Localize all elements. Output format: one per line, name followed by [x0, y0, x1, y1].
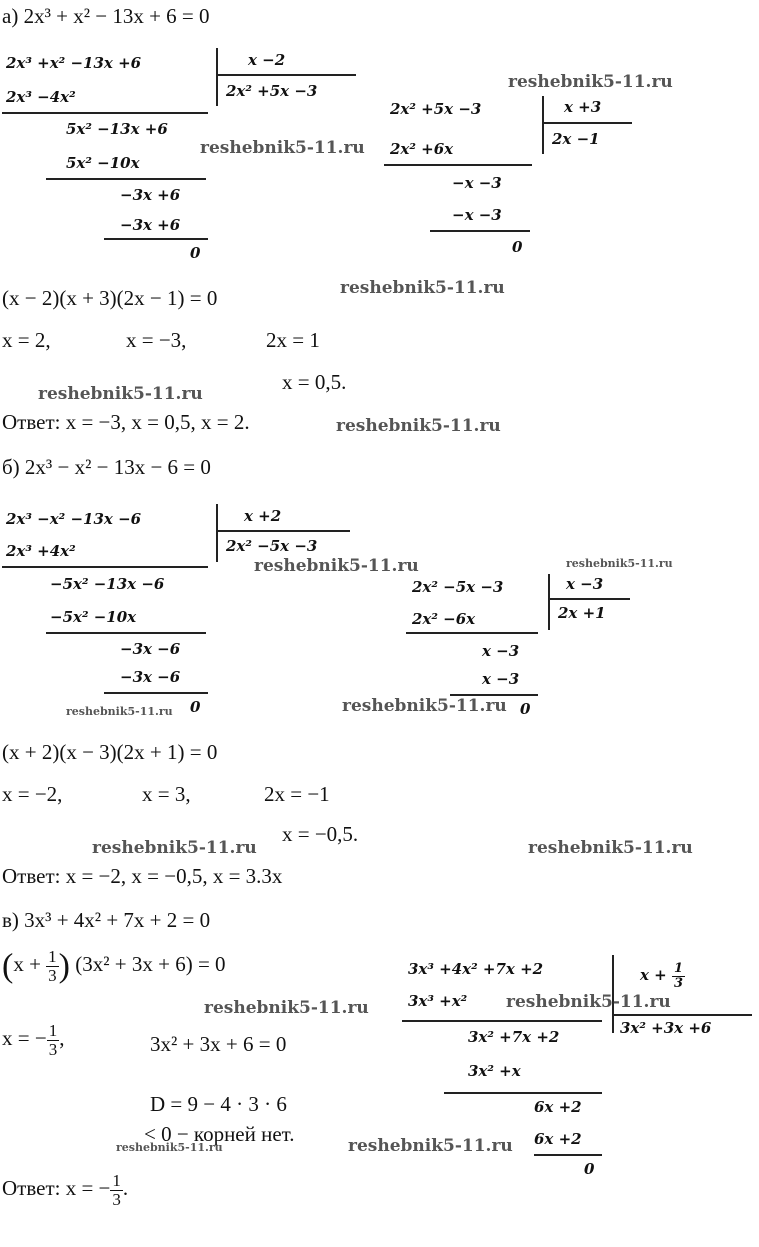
part-a-div1-line	[46, 178, 206, 180]
part-a-div1-row: −3x +6	[120, 186, 181, 204]
part-c-div-line	[534, 1154, 602, 1156]
part-b-div1-remainder: 0	[190, 698, 201, 716]
part-c-root-right: 3x² + 3x + 6 = 0	[150, 1032, 287, 1056]
part-c-fraction: $\frac{1}{3}$	[48, 947, 57, 985]
part-c-answer: Ответ: x = − $\frac{1}{3}$ .	[2, 1171, 129, 1209]
part-c-div-row: 3x² +7x +2	[468, 1028, 560, 1046]
part-a-div2-remainder: 0	[512, 238, 523, 256]
part-c-div-divisor: x + $\frac{1}{3}$	[640, 961, 684, 991]
part-a-div2-divisor-line	[542, 122, 632, 124]
part-a-div1-dividend: 2x³ +x² −13x +6	[6, 54, 142, 72]
part-a-div1-remainder: 0	[190, 244, 201, 262]
part-b-div2-row: x −3	[482, 642, 520, 660]
part-c-div-line	[402, 1020, 602, 1022]
part-c-discriminant: D = 9 − 4 · 3 · 6	[150, 1092, 287, 1116]
part-c-div-row: 3x² +x	[468, 1062, 521, 1080]
part-a-div1-row: 5x² −10x	[66, 154, 140, 172]
part-b-div1-line	[46, 632, 206, 634]
part-b-div1-row: −5x² −13x −6	[50, 575, 165, 593]
part-c-factored: (x + $\frac{1}{3}$ ) (3x² + 3x + 6) = 0	[2, 947, 226, 985]
part-c-no-roots: < 0 − корней нет.	[144, 1122, 295, 1146]
part-c-div-dividend: 3x³ +4x² +7x +2	[408, 960, 544, 978]
part-a-div1-row: −3x +6	[120, 216, 181, 234]
part-b-div1-row: −3x −6	[120, 640, 181, 658]
part-b-root: 2x = −1	[264, 782, 330, 806]
part-a-div1-line	[104, 238, 208, 240]
part-b-heading: б) 2x³ − x² − 13x − 6 = 0	[2, 455, 211, 479]
part-b-div2-row: 2x² −6x	[412, 610, 476, 628]
watermark: reshebnik5-11.ru	[200, 138, 365, 158]
part-b-div2-line	[406, 632, 538, 634]
part-a-div1-row: 5x² −13x +6	[66, 120, 168, 138]
part-a-div2-quotient: 2x −1	[552, 130, 600, 148]
part-a-answer: Ответ: x = −3, x = 0,5, x = 2.	[2, 410, 250, 434]
part-b-div1-divisor-line	[216, 530, 350, 532]
part-b-div2-divisor: x −3	[566, 575, 604, 593]
part-c-root-left: x = −	[2, 1026, 47, 1051]
part-a-div1-bar	[216, 48, 218, 106]
watermark: reshebnik5-11.ru	[340, 278, 505, 298]
part-c-div-row: 3x³ +x²	[408, 992, 468, 1010]
part-c-div-quotient: 3x² +3x +6	[620, 1019, 712, 1037]
watermark: reshebnik5-11.ru	[38, 384, 203, 404]
watermark: reshebnik5-11.ru	[204, 998, 369, 1018]
part-a-div2-row: 2x² +6x	[390, 140, 454, 158]
part-b-div1-quotient: 2x² −5x −3	[226, 537, 318, 555]
part-a-div2-line	[430, 230, 530, 232]
watermark: reshebnik5-11.ru	[342, 696, 507, 716]
part-b-div1-dividend: 2x³ −x² −13x −6	[6, 510, 142, 528]
part-a-div1-line	[2, 112, 208, 114]
watermark: reshebnik5-11.ru	[508, 72, 673, 92]
part-b-div2-dividend: 2x² −5x −3	[412, 578, 504, 596]
part-b-div1-row: −3x −6	[120, 668, 181, 686]
part-c-div-remainder: 0	[584, 1160, 595, 1178]
part-b-div2-remainder: 0	[520, 700, 531, 718]
part-b-factored: (x + 2)(x − 3)(2x + 1) = 0	[2, 740, 218, 764]
watermark: reshebnik5-11.ru	[566, 557, 673, 570]
part-b-div2-quotient: 2x +1	[558, 604, 606, 622]
part-c-heading: в) 3x³ + 4x² + 7x + 2 = 0	[2, 908, 211, 932]
part-b-div2-divisor-line	[548, 598, 630, 600]
watermark: reshebnik5-11.ru	[528, 838, 693, 858]
part-b-div1-row: 2x³ +4x²	[6, 542, 76, 560]
part-a-div2-line	[384, 164, 532, 166]
part-b-root: x = −2,	[2, 782, 63, 806]
part-c-factored-tail: (3x² + 3x + 6) = 0	[75, 952, 226, 977]
part-a-div1-divisor-line	[216, 74, 356, 76]
part-a-div2-row: −x −3	[452, 206, 502, 224]
part-a-root: x = −3,	[126, 328, 187, 352]
part-a-div1-row: 2x³ −4x²	[6, 88, 76, 106]
watermark: reshebnik5-11.ru	[92, 838, 257, 858]
part-b-div1-row: −5x² −10x	[50, 608, 137, 626]
part-b-answer: Ответ: x = −2, x = −0,5, x = 3.3x	[2, 864, 283, 888]
part-c-div-divisor-line	[612, 1014, 752, 1016]
part-c-answer-fraction: $\frac{1}{3}$	[112, 1171, 121, 1209]
part-b-div2-bar	[548, 574, 550, 630]
part-b-div1-divisor: x +2	[244, 507, 282, 525]
part-b-root: x = 3,	[142, 782, 191, 806]
part-a-root: 2x = 1	[266, 328, 320, 352]
watermark: reshebnik5-11.ru	[348, 1136, 513, 1156]
watermark: reshebnik5-11.ru	[66, 705, 173, 718]
part-a-div2-divisor: x +3	[564, 98, 602, 116]
part-a-div1-quotient: 2x² +5x −3	[226, 82, 318, 100]
watermark: reshebnik5-11.ru	[254, 556, 419, 576]
part-c-div-line	[444, 1092, 602, 1094]
part-a-root-extra: x = 0,5.	[282, 370, 347, 394]
part-b-div1-line	[104, 692, 208, 694]
watermark: reshebnik5-11.ru	[506, 992, 671, 1012]
part-c-root-fraction: $\frac{1}{3}$	[48, 1021, 58, 1059]
part-c-div-row: 6x +2	[534, 1130, 582, 1148]
part-c-div-row: 6x +2	[534, 1098, 582, 1116]
part-a-div2-row: −x −3	[452, 174, 502, 192]
part-b-div1-line	[2, 566, 208, 568]
watermark: reshebnik5-11.ru	[336, 416, 501, 436]
part-a-heading: а) 2x³ + x² − 13x + 6 = 0	[2, 4, 210, 28]
part-c-answer-text: Ответ: x = −	[2, 1176, 111, 1201]
part-a-div1-divisor: x −2	[248, 51, 286, 69]
part-a-div2-bar	[542, 96, 544, 154]
part-c-root-line: x = − $\frac{1}{3}$ ,	[2, 1021, 65, 1059]
part-b-div2-row: x −3	[482, 670, 520, 688]
part-a-div2-dividend: 2x² +5x −3	[390, 100, 482, 118]
part-a-root: x = 2,	[2, 328, 51, 352]
part-b-div1-bar	[216, 504, 218, 562]
part-b-root-extra: x = −0,5.	[282, 822, 359, 846]
part-a-factored: (x − 2)(x + 3)(2x − 1) = 0	[2, 286, 218, 310]
watermark: reshebnik5-11.ru	[116, 1141, 223, 1154]
